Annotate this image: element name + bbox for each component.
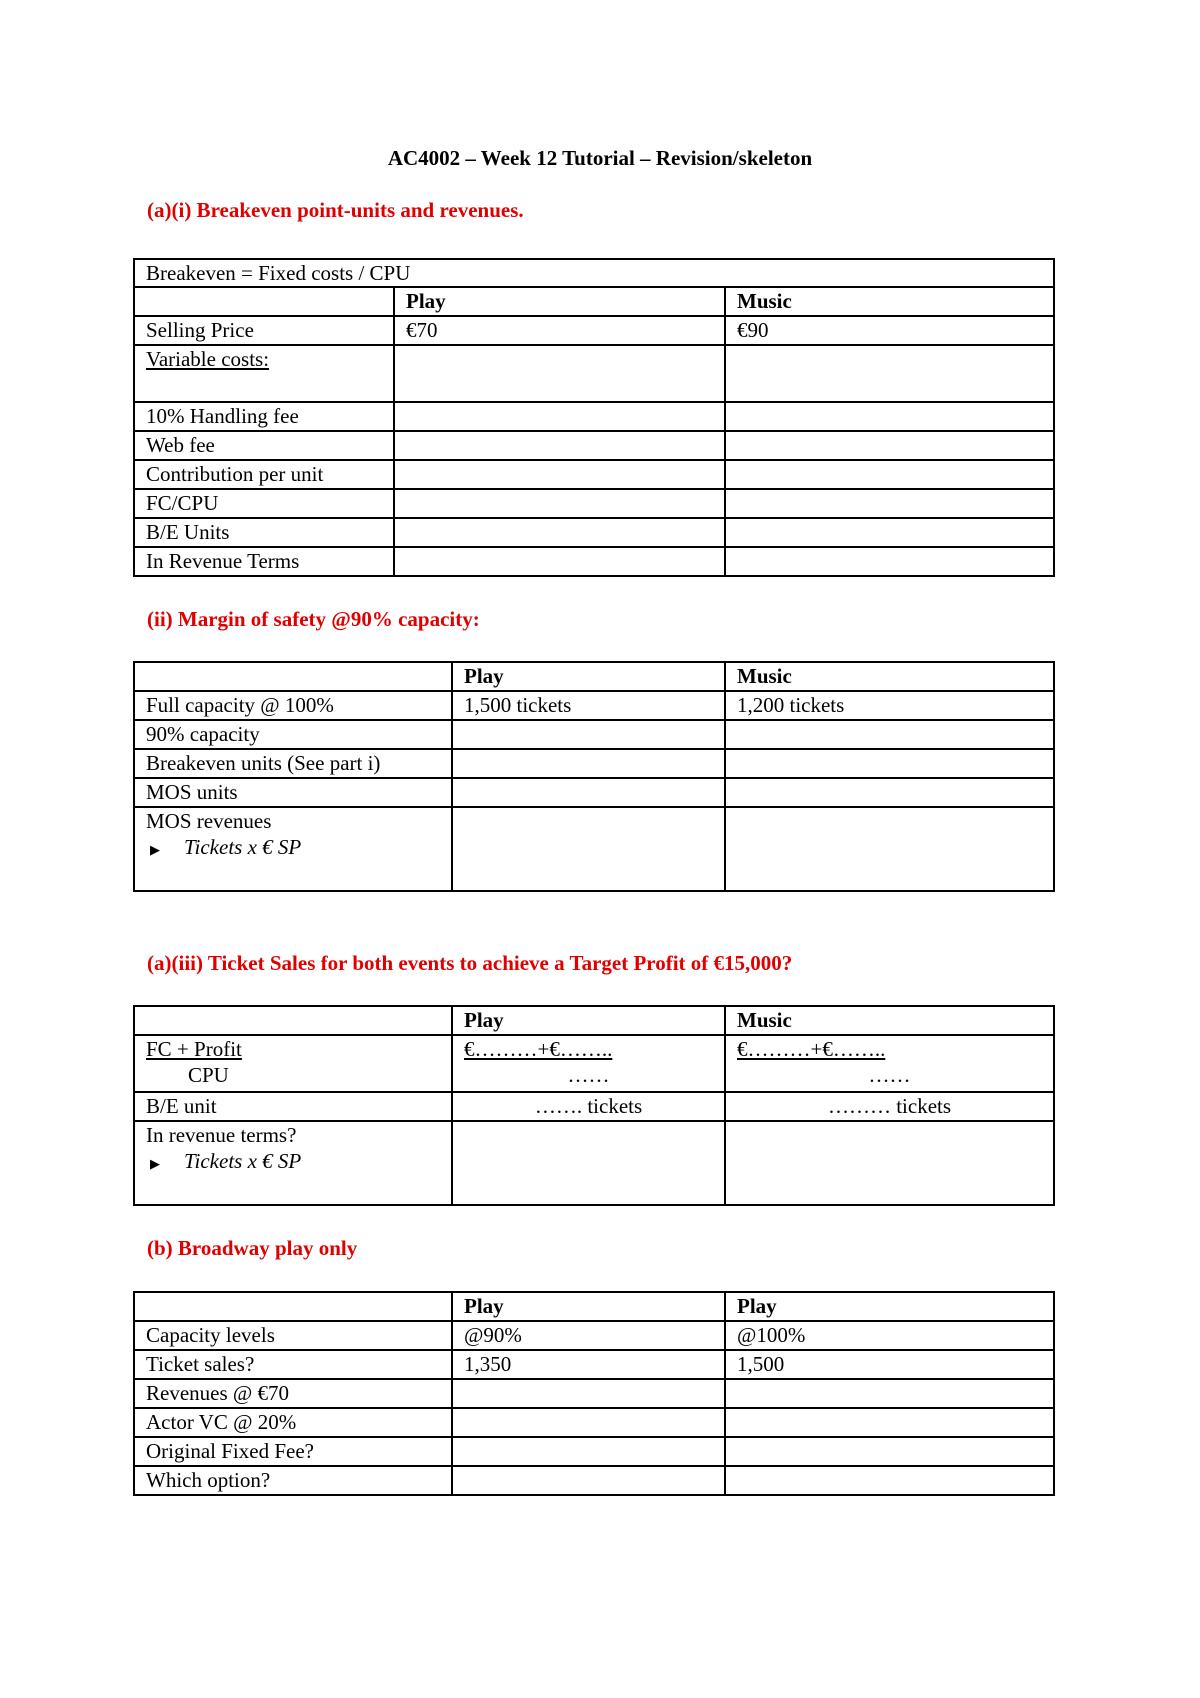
col-header-music: Music xyxy=(725,287,1054,316)
cell-music xyxy=(725,1121,1054,1205)
row-label: In Revenue Terms xyxy=(134,547,394,576)
cell-col1: @90% xyxy=(452,1321,725,1350)
cell-col1 xyxy=(452,1379,725,1408)
margin-of-safety-table xyxy=(133,661,1055,892)
row-label: Capacity levels xyxy=(134,1321,452,1350)
section-heading-target-profit: (a)(iii) Ticket Sales for both events to achieve a Target Profit of €15,000? xyxy=(147,951,793,975)
cell-play xyxy=(394,460,725,489)
broadway-table xyxy=(133,1291,1055,1496)
cell-col2 xyxy=(725,1408,1054,1437)
row-label: Variable costs: xyxy=(134,345,394,402)
cell-music xyxy=(725,778,1054,807)
cell-play: 1,500 tickets xyxy=(452,691,725,720)
cell-music xyxy=(725,720,1054,749)
row-label: Selling Price xyxy=(134,316,394,345)
cell-play xyxy=(452,1121,725,1205)
row-label: Ticket sales? xyxy=(134,1350,452,1379)
cell-play xyxy=(394,402,725,431)
cell-play xyxy=(452,720,725,749)
row-label-cpu: CPU xyxy=(188,1063,229,1087)
cell-music: ……… tickets xyxy=(725,1092,1054,1121)
page-title: AC4002 – Week 12 Tutorial – Revision/skeleton xyxy=(387,146,813,170)
cell-col1: 1,350 xyxy=(452,1350,725,1379)
cell-play: €70 xyxy=(394,316,725,345)
row-label: 90% capacity xyxy=(134,720,452,749)
breakeven-table xyxy=(133,258,1055,577)
cell-col1 xyxy=(452,1408,725,1437)
bullet-tickets-formula: ▶ Tickets x € SP xyxy=(146,834,451,863)
row-label: Revenues @ €70 xyxy=(134,1379,452,1408)
row-label: MOS units xyxy=(134,778,452,807)
cell-music xyxy=(725,402,1054,431)
cell-music xyxy=(725,431,1054,460)
row-label: B/E Units xyxy=(134,518,394,547)
cell-play xyxy=(394,345,725,402)
col-header-play-90: Play xyxy=(452,1292,725,1321)
row-label: Web fee xyxy=(134,431,394,460)
cell-play xyxy=(452,778,725,807)
cell-music: €90 xyxy=(725,316,1054,345)
cell-music xyxy=(725,460,1054,489)
cell-music xyxy=(725,1035,1054,1092)
cell-play xyxy=(452,807,725,891)
row-label: Breakeven units (See part i) xyxy=(134,749,452,778)
row-label: MOS revenues xyxy=(146,809,272,833)
col-header-play: Play xyxy=(452,1006,725,1035)
row-label: FC + Profit xyxy=(146,1037,242,1061)
cell-col1 xyxy=(452,1466,725,1495)
cell-col1 xyxy=(452,1437,725,1466)
row-label: Contribution per unit xyxy=(134,460,394,489)
target-profit-table xyxy=(133,1005,1055,1206)
row-label: Original Fixed Fee? xyxy=(134,1437,452,1466)
row-cell-mos-revenues xyxy=(134,807,452,891)
cell-play xyxy=(394,547,725,576)
cell-col2 xyxy=(725,1466,1054,1495)
bullet-tickets-formula: ▶ Tickets x € SP xyxy=(146,1148,451,1177)
cell-music xyxy=(725,345,1054,402)
cell-play xyxy=(452,1035,725,1092)
breakeven-formula: Breakeven = Fixed costs / CPU xyxy=(134,259,1054,287)
cell-music xyxy=(725,489,1054,518)
col-header-play-100: Play xyxy=(725,1292,1054,1321)
cell-music: 1,200 tickets xyxy=(725,691,1054,720)
cell-music xyxy=(725,807,1054,891)
row-cell-fc-profit xyxy=(134,1035,452,1092)
cell-music xyxy=(725,518,1054,547)
cell-play: ……. tickets xyxy=(452,1092,725,1121)
row-label: FC/CPU xyxy=(134,489,394,518)
col-header-music: Music xyxy=(725,1006,1054,1035)
cell-col2: 1,500 xyxy=(725,1350,1054,1379)
row-label: Actor VC @ 20% xyxy=(134,1408,452,1437)
cell-play xyxy=(394,431,725,460)
fraction-denominator: …… xyxy=(567,1063,610,1087)
row-label: B/E unit xyxy=(134,1092,452,1121)
row-label: Which option? xyxy=(134,1466,452,1495)
row-cell-revenue-terms xyxy=(134,1121,452,1205)
section-heading-broadway: (b) Broadway play only xyxy=(147,1236,358,1260)
section-heading-breakeven: (a)(i) Breakeven point-units and revenues. xyxy=(147,198,524,222)
cell-col2: @100% xyxy=(725,1321,1054,1350)
row-label: In revenue terms? xyxy=(146,1123,297,1147)
cell-music xyxy=(725,547,1054,576)
row-label: 10% Handling fee xyxy=(134,402,394,431)
fraction-denominator: …… xyxy=(868,1063,911,1087)
cell-col2 xyxy=(725,1437,1054,1466)
col-header-play: Play xyxy=(452,662,725,691)
cell-play xyxy=(394,489,725,518)
cell-music xyxy=(725,749,1054,778)
section-heading-margin-of-safety: (ii) Margin of safety @90% capacity: xyxy=(147,607,480,631)
col-header-music: Music xyxy=(725,662,1054,691)
cell-play xyxy=(394,518,725,547)
fraction-numerator: €………+€…….. xyxy=(737,1037,886,1061)
fraction-numerator: €………+€…….. xyxy=(464,1037,613,1061)
row-label: Full capacity @ 100% xyxy=(134,691,452,720)
cell-col2 xyxy=(725,1379,1054,1408)
cell-play xyxy=(452,749,725,778)
col-header-play: Play xyxy=(394,287,725,316)
